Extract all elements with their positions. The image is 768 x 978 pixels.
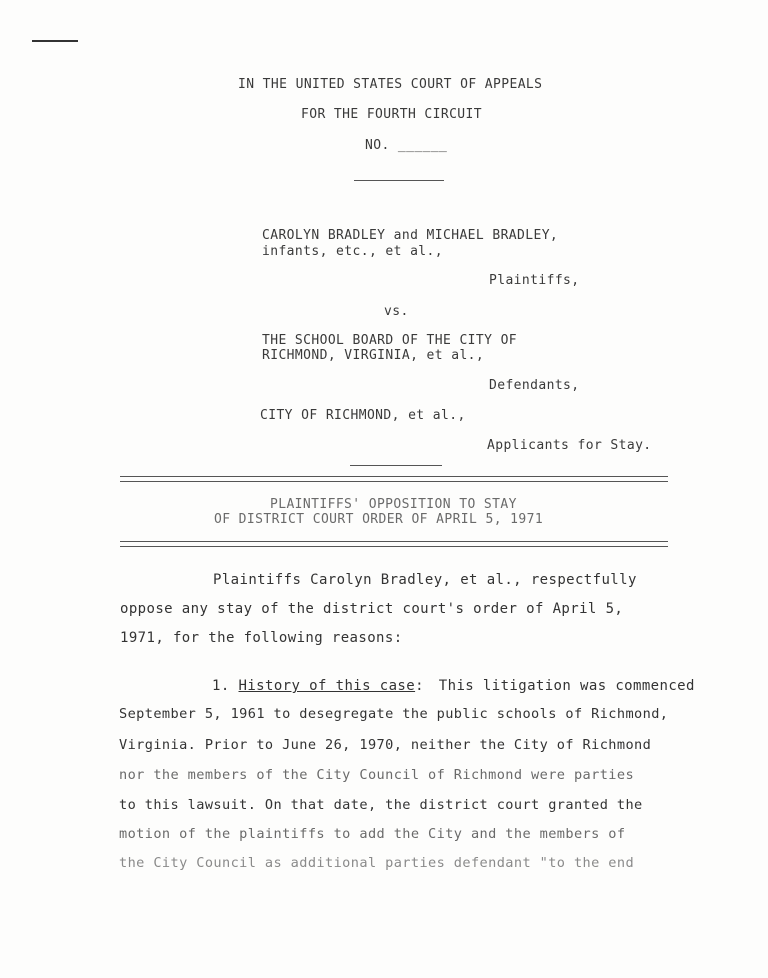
intro-line3: 1971, for the following reasons: [120, 630, 403, 646]
versus: vs. [384, 304, 409, 319]
title-rule-bottom-1 [120, 541, 668, 542]
applicant-role: Applicants for Stay. [487, 438, 652, 453]
document-title-line1: PLAINTIFFS' OPPOSITION TO STAY [270, 497, 517, 512]
plaintiff-names-line1: CAROLYN BRADLEY and MICHAEL BRADLEY, [262, 228, 559, 243]
section1-line5: to this lawsuit. On that date, the district court granted the [119, 797, 643, 813]
defendant-role: Defendants, [489, 378, 580, 393]
section1-colon: : [415, 678, 424, 694]
plaintiff-role: Plaintiffs, [489, 273, 580, 288]
applicant-names: CITY OF RICHMOND, et al., [260, 408, 466, 423]
document-title-line2: OF DISTRICT COURT ORDER OF APRIL 5, 1971 [214, 512, 544, 527]
section1-line1-rest: This litigation was commenced [438, 678, 695, 694]
section1-first-line [212, 678, 695, 694]
intro-line2: oppose any stay of the district court's order of April 5, [120, 601, 624, 617]
intro-line1: Plaintiffs Carolyn Bradley, et al., respectfully [213, 572, 637, 588]
section1-heading: History of this case [238, 678, 416, 694]
applicant-divider [350, 465, 442, 466]
title-rule-bottom-2 [120, 546, 668, 547]
plaintiff-names-line2: infants, etc., et al., [262, 244, 443, 259]
defendant-names-line1: THE SCHOOL BOARD OF THE CITY OF [262, 333, 518, 348]
section1-line2: September 5, 1961 to desegregate the public schools of Richmond, [119, 706, 669, 722]
section1-line6: motion of the plaintiffs to add the City and the members of [119, 826, 626, 842]
court-name-line1: IN THE UNITED STATES COURT OF APPEALS [238, 77, 543, 92]
caption-divider [354, 180, 444, 181]
title-rule-top-2 [120, 481, 668, 482]
defendant-names-line2: RICHMOND, VIRGINIA, et al., [262, 348, 485, 363]
court-name-line2: FOR THE FOURTH CIRCUIT [301, 107, 482, 122]
title-rule-top-1 [120, 476, 668, 477]
section1-line3: Virginia. Prior to June 26, 1970, neither the City of Richmond [119, 737, 652, 753]
scan-mark [32, 40, 78, 42]
section1-line7: the City Council as additional parties defendant "to the end [119, 855, 635, 871]
section1-number: 1. [212, 678, 230, 694]
case-number: NO. ______ [365, 138, 448, 153]
section1-line4: nor the members of the City Council of Richmond were parties [119, 767, 635, 783]
